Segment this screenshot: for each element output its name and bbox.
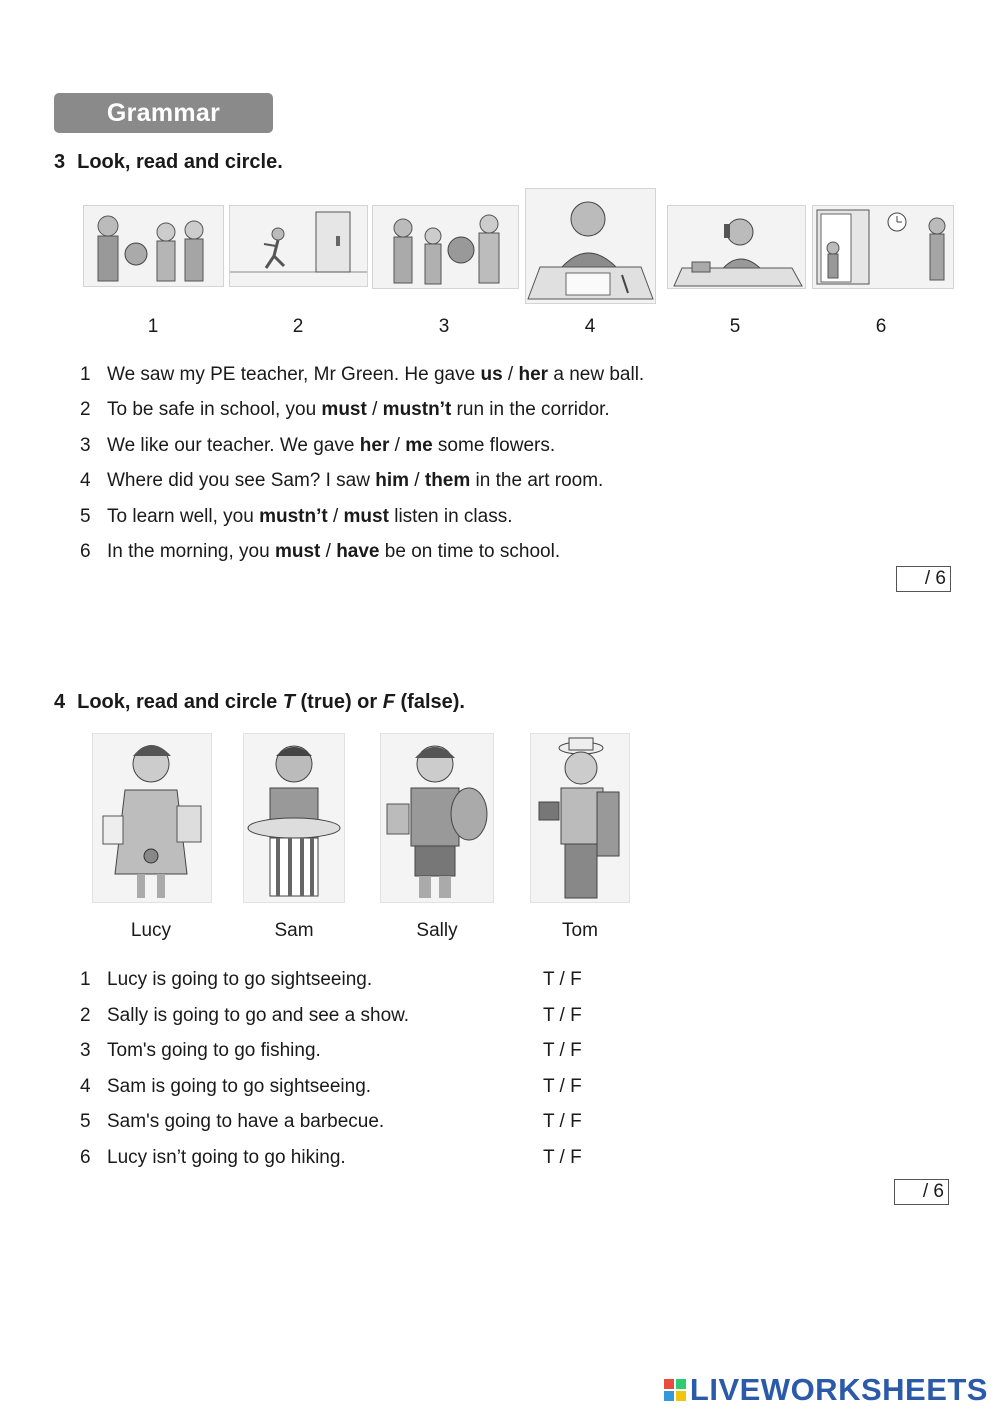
option-1[interactable]: must <box>274 540 321 562</box>
option-1[interactable]: mustn’t <box>259 505 328 527</box>
picture-number: 6 <box>875 316 887 337</box>
exercise-4-score-box <box>894 1179 949 1205</box>
picture-number: 2 <box>292 316 304 337</box>
score-text: / 6 <box>922 1181 944 1202</box>
question-row <box>80 538 900 566</box>
true-false-choice[interactable]: T / F <box>543 969 582 990</box>
question-row <box>80 432 900 460</box>
option-2[interactable]: have <box>336 540 380 562</box>
question-text: In the morning, you must / have be on time to school. <box>107 540 561 562</box>
section-banner-grammar <box>54 93 273 133</box>
question-row <box>80 396 900 424</box>
statement-number: 6 <box>80 1146 91 1168</box>
section-title: Grammar <box>106 98 221 127</box>
option-2[interactable]: them <box>424 470 471 492</box>
false-letter: F <box>382 691 395 713</box>
picture-2-running-corridor <box>229 205 368 287</box>
statement-number: 3 <box>80 1040 91 1061</box>
question-number: 2 <box>80 399 91 421</box>
picture-4-boy-drawing <box>525 188 656 304</box>
exercise-instruction: Look, read and circle. <box>77 151 283 173</box>
option-1[interactable]: him <box>375 470 410 492</box>
exercise-3-questions <box>80 361 900 566</box>
liveworksheets-logo <box>664 1372 988 1408</box>
statement-row <box>80 1002 640 1030</box>
question-text: To be safe in school, you must / mustn’t run in the corridor. <box>107 399 610 421</box>
character-picture-tom <box>530 733 630 903</box>
logo-mark-icon <box>664 1379 686 1401</box>
character-name: Sam <box>274 920 314 941</box>
picture-number: 3 <box>438 316 450 337</box>
question-text: To learn well, you mustn’t / must listen in class. <box>107 505 513 527</box>
question-number: 6 <box>80 540 91 562</box>
question-row <box>80 467 900 495</box>
exercise-3-score-box <box>896 566 951 592</box>
true-false-choice[interactable]: T / F <box>543 1040 582 1061</box>
picture-6-late-for-school <box>812 205 954 289</box>
statement-text: Sam is going to go sightseeing. <box>107 1075 372 1097</box>
character-picture-sam <box>243 733 345 903</box>
question-text: Where did you see Sam? I saw him / them in the art room. <box>107 470 604 492</box>
question-number: 4 <box>80 470 91 492</box>
question-number: 3 <box>80 434 91 456</box>
statement-number: 4 <box>80 1075 91 1097</box>
exercise-4-title <box>54 691 465 714</box>
statement-number: 1 <box>80 969 91 990</box>
logo-text: LIVEWORKSHEETS <box>689 1372 988 1407</box>
statement-row <box>80 1108 640 1136</box>
statement-text: Sam's going to have a barbecue. <box>107 1111 385 1132</box>
character-picture-lucy <box>92 733 212 903</box>
picture-number: 1 <box>147 316 159 337</box>
true-false-choice[interactable]: T / F <box>543 1111 582 1132</box>
statement-number: 5 <box>80 1111 91 1132</box>
character-name: Lucy <box>130 920 172 941</box>
true-letter: T <box>282 691 295 713</box>
character-name: Tom <box>562 920 598 941</box>
option-1[interactable]: us <box>480 364 503 385</box>
statement-text: Tom's going to go fishing. <box>107 1040 321 1061</box>
character-name: Sally <box>416 920 458 941</box>
statement-row <box>80 1073 640 1101</box>
exercise-instruction: Look, read and circle <box>77 691 283 713</box>
picture-number: 5 <box>729 316 741 337</box>
question-text: We like our teacher. We gave her / me some flowers. <box>107 434 556 456</box>
exercise-number: 4 <box>54 691 66 713</box>
question-number: 1 <box>80 364 91 385</box>
option-2[interactable]: mustn’t <box>382 399 452 421</box>
character-picture-sally <box>380 733 494 903</box>
score-text: / 6 <box>924 568 946 589</box>
true-false-choice[interactable]: T / F <box>543 1004 582 1026</box>
true-false-choice[interactable]: T / F <box>543 1075 582 1097</box>
option-2[interactable]: me <box>405 434 433 456</box>
statement-text: Lucy isn’t going to go hiking. <box>107 1146 346 1168</box>
picture-1-teacher-ball <box>83 205 224 287</box>
statement-text: Sally is going to go and see a show. <box>107 1004 410 1026</box>
false-word: (false). <box>394 691 465 713</box>
picture-number: 4 <box>584 316 596 337</box>
exercise-4-statements <box>80 966 640 1172</box>
picture-5-boy-on-phone <box>667 205 806 289</box>
option-2[interactable]: her <box>518 364 549 385</box>
question-text: We saw my PE teacher, Mr Green. He gave us / her a new ball. <box>107 364 645 385</box>
exercise-3-title <box>54 151 283 174</box>
statement-row <box>80 1037 640 1065</box>
exercise-number: 3 <box>54 151 66 173</box>
statement-row <box>80 966 640 994</box>
question-row <box>80 361 900 389</box>
option-2[interactable]: must <box>343 505 389 527</box>
question-row <box>80 503 900 531</box>
statement-text: Lucy is going to go sightseeing. <box>107 969 373 990</box>
true-word: (true) or <box>294 691 383 713</box>
question-number: 5 <box>80 505 91 527</box>
picture-3-flowers-teacher <box>372 205 519 289</box>
statement-row <box>80 1144 640 1172</box>
statement-number: 2 <box>80 1004 91 1026</box>
true-false-choice[interactable]: T / F <box>543 1146 582 1168</box>
option-1[interactable]: her <box>359 434 390 456</box>
option-1[interactable]: must <box>321 399 367 421</box>
